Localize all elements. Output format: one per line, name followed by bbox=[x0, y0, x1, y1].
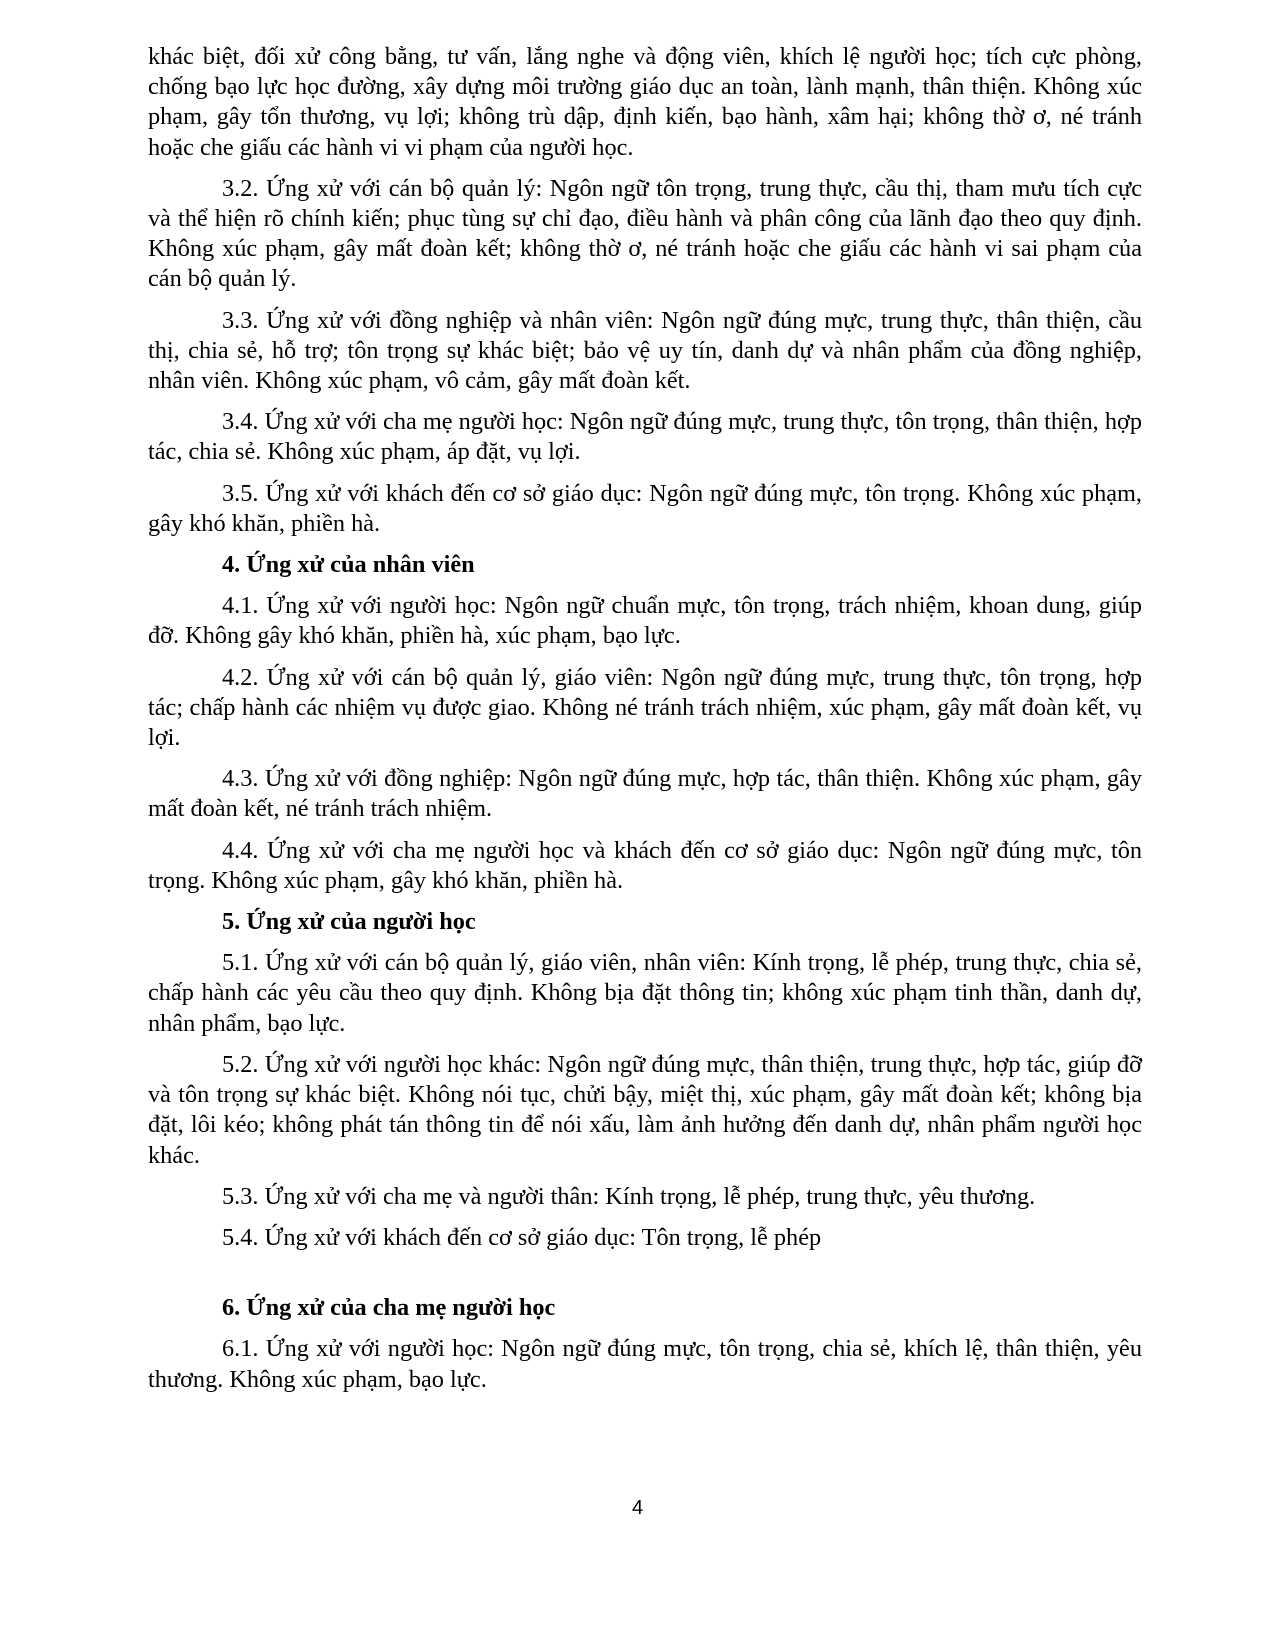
paragraph-4-2: 4.2. Ứng xử với cán bộ quản lý, giáo viên: Ngôn ngữ đúng mực, trung thực, tôn trọng, hợp tác; chấp hành các nhiệm vụ được giao. Không né tránh trách nhiệm, xúc phạm, gây mất đoàn kết, vụ lợi. bbox=[148, 663, 1142, 752]
document-page bbox=[148, 42, 1142, 1406]
paragraph-6-1: 6.1. Ứng xử với người học: Ngôn ngữ đúng mực, tôn trọng, chia sẻ, khích lệ, thân thiện, yêu thương. Không xúc phạm, bạo lực. bbox=[148, 1335, 1142, 1393]
section-heading-5: 5. Ứng xử của người học bbox=[222, 908, 476, 936]
paragraph-3-5: 3.5. Ứng xử với khách đến cơ sở giáo dục: Ngôn ngữ đúng mực, tôn trọng. Không xúc phạm, gây khó khăn, phiền hà. bbox=[148, 479, 1142, 537]
paragraph-5-4: 5.4. Ứng xử với khách đến cơ sở giáo dục: Tôn trọng, lễ phép bbox=[222, 1223, 822, 1251]
paragraph-4-3: 4.3. Ứng xử với đồng nghiệp: Ngôn ngữ đúng mực, hợp tác, thân thiện. Không xúc phạm, gây mất đoàn kết, né tránh trách nhiệm. bbox=[148, 765, 1142, 823]
paragraph-4-4: 4.4. Ứng xử với cha mẹ người học và khách đến cơ sở giáo dục: Ngôn ngữ đúng mực, tôn trọng. Không xúc phạm, gây khó khăn, phiền hà. bbox=[148, 836, 1142, 894]
section-heading-4: 4. Ứng xử của nhân viên bbox=[222, 551, 475, 579]
paragraph-5-1: 5.1. Ứng xử với cán bộ quản lý, giáo viên, nhân viên: Kính trọng, lễ phép, trung thực, chia sẻ, chấp hành các yêu cầu theo quy định. Không bịa đặt thông tin; không xúc phạm tinh thần, danh dự, nhân phẩm, bạo lực. bbox=[148, 949, 1142, 1037]
paragraph-5-2: 5.2. Ứng xử với người học khác: Ngôn ngữ đúng mực, thân thiện, trung thực, hợp tác, giúp đỡ và tôn trọng sự khác biệt. Không nói tục, chửi bậy, miệt thị, xúc phạm, gây mất đoàn kết; không bịa đặt, lôi kéo; không phát tán thông tin để nói xấu, làm ảnh hưởng đến danh dự, nhân phẩm người học khác. bbox=[148, 1050, 1142, 1169]
paragraph-4-1: 4.1. Ứng xử với người học: Ngôn ngữ chuẩn mực, tôn trọng, trách nhiệm, khoan dung, giúp đỡ. Không gây khó khăn, phiền hà, xúc phạm, bạo lực. bbox=[148, 592, 1142, 650]
paragraph-3-3: 3.3. Ứng xử với đồng nghiệp và nhân viên: Ngôn ngữ đúng mực, trung thực, thân thiện, cầu thị, chia sẻ, hỗ trợ; tôn trọng sự khác biệt; bảo vệ uy tín, danh dự và nhân phẩm của đồng nghiệp, nhân viên. Không xúc phạm, vô cảm, gây mất đoàn kết. bbox=[148, 306, 1142, 395]
paragraph-3-2: 3.2. Ứng xử với cán bộ quản lý: Ngôn ngữ tôn trọng, trung thực, cầu thị, tham mưu tích cực và thể hiện rõ chính kiến; phục tùng sự chỉ đạo, điều hành và phân công của lãnh đạo theo quy định. Không xúc phạm, gây mất đoàn kết; không thờ ơ, né tránh hoặc che giấu các hành vi sai phạm của cán bộ quản lý. bbox=[148, 174, 1142, 293]
section-heading-6: 6. Ứng xử của cha mẹ người học bbox=[222, 1294, 556, 1322]
paragraph-5-3: 5.3. Ứng xử với cha mẹ và người thân: Kính trọng, lễ phép, trung thực, yêu thương. bbox=[222, 1182, 1036, 1210]
paragraph-3-1-continuation: khác biệt, đối xử công bằng, tư vấn, lắng nghe và động viên, khích lệ người học; tích cực phòng, chống bạo lực học đường, xây dựng môi trường giáo dục an toàn, lành mạnh, thân thiện. Không xúc phạm, gây tổn thương, vụ lợi; không trù dập, định kiến, bạo hành, xâm hại; không thờ ơ, né tránh hoặc che giấu các hành vi vi phạm của người học. bbox=[148, 43, 1142, 161]
page-number: 4 bbox=[631, 1497, 644, 1519]
paragraph-3-4: 3.4. Ứng xử với cha mẹ người học: Ngôn ngữ đúng mực, trung thực, tôn trọng, thân thiện, hợp tác, chia sẻ. Không xúc phạm, áp đặt, vụ lợi. bbox=[148, 408, 1142, 466]
